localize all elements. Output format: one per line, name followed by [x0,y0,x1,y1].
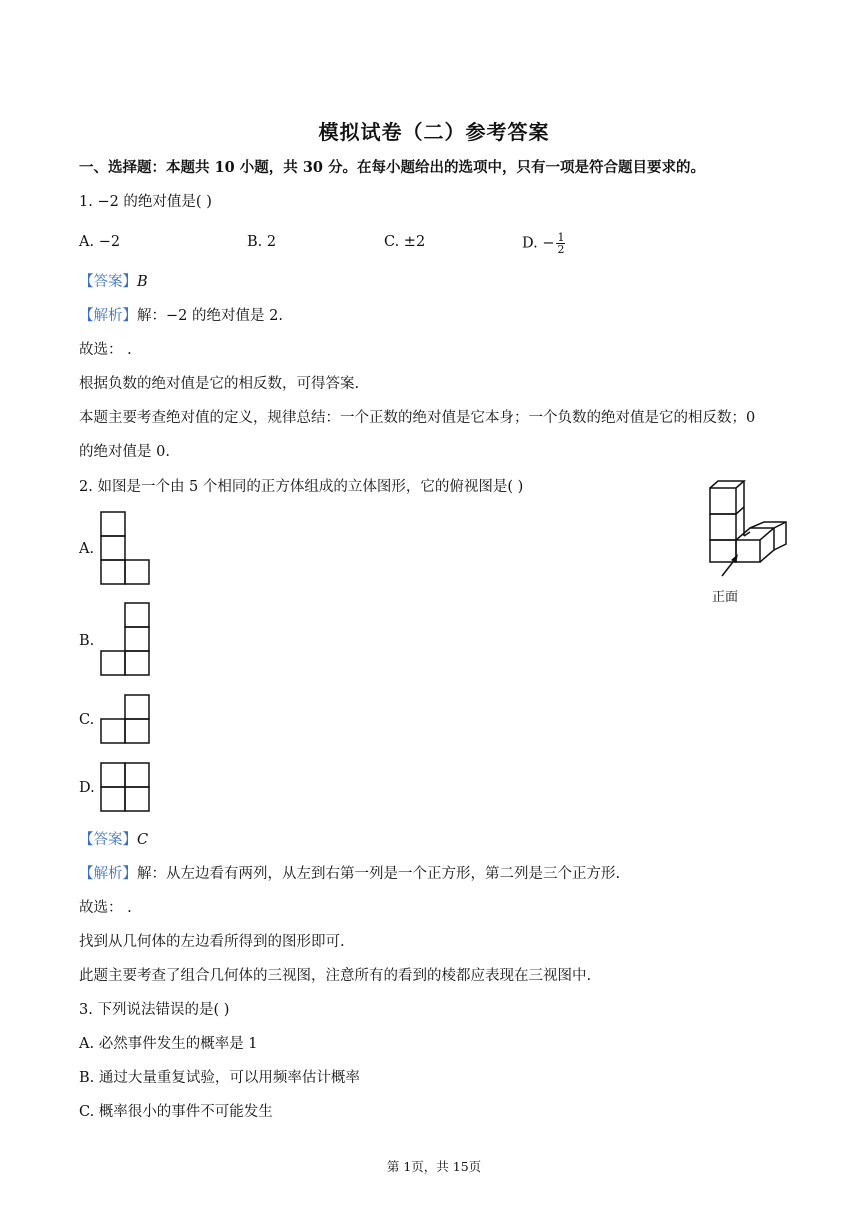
q1-option-d-prefix: D. − [522,235,555,252]
q1-choose: 故选： . [79,342,132,358]
q3-stem: 3. 下列说法错误的是( ) [79,1002,230,1018]
answer-tag: 【答案】 [79,832,137,848]
q3-option-c: C. 概率很小的事件不可能发生 [79,1104,273,1120]
analysis-text: 解：从左边看有两列，从左到右第一列是一个正方形，第二列是三个正方形. [137,866,621,882]
q2-option-a-label: A. [79,541,95,557]
page-footer: 第 1页，共 15页 [386,1159,482,1174]
q2-stem: 2. 如图是一个由 5 个相同的正方体组成的立体图形，它的俯视图是( ) [79,479,524,495]
q2-option-b-figure [100,602,152,678]
q1-stem: 1. −2 的绝对值是( ) [79,194,212,210]
q2-analysis [79,864,620,884]
q2-option-d-figure [100,762,152,814]
q2-option-a-figure [100,511,152,587]
q2-option-c-label: C. [79,712,95,728]
q1-summary-line2: 的绝对值是 0. [79,444,170,460]
q2-option-c-figure [100,694,152,746]
cube-stack-figure [700,478,800,578]
q2-summary: 此题主要考查了组合几何体的三视图，注意所有的看到的棱都应表现在三视图中. [79,968,592,984]
figure-label: 正面 [712,590,739,605]
q1-summary-line1: 本题主要考查绝对值的定义，规律总结：一个正数的绝对值是它本身；一个负数的绝对值是它的相反数；0 [79,410,756,426]
q2-answer [79,830,148,850]
q2-option-b-label: B. [79,633,95,649]
q1-answer [79,272,148,292]
q1-option-a: A. −2 [79,234,121,250]
page-title: 模拟试卷（二）参考答案 [318,120,550,144]
q1-option-d-fraction [556,232,565,255]
analysis-tag: 【解析】 [79,308,137,324]
q1-explanation: 根据负数的绝对值是它的相反数，可得答案. [79,376,360,392]
fraction-denominator: 2 [557,243,565,256]
answer-tag: 【答案】 [79,274,137,290]
fraction-numerator: 1 [557,231,565,244]
analysis-text: 解：−2 的绝对值是 2. [137,308,283,324]
q1-option-b: B. 2 [247,234,277,250]
q2-option-d-label: D. [79,780,95,796]
q3-option-a: A. 必然事件发生的概率是 1 [79,1036,258,1052]
q1-option-d [522,232,565,255]
analysis-tag: 【解析】 [79,866,137,882]
q3-option-b: B. 通过大量重复试验，可以用频率估计概率 [79,1070,360,1086]
answer-value: C [137,832,149,848]
q1-option-c: C. ±2 [384,234,426,250]
q2-explanation: 找到从几何体的左边看所得到的图形即可. [79,934,345,950]
q1-analysis [79,306,283,326]
answer-value: B [137,274,148,290]
q2-choose: 故选： . [79,900,132,916]
section-heading: 一、选择题：本题共 10 小题，共 30 分。在每小题给出的选项中，只有一项是符合题目要求的。 [79,159,706,176]
